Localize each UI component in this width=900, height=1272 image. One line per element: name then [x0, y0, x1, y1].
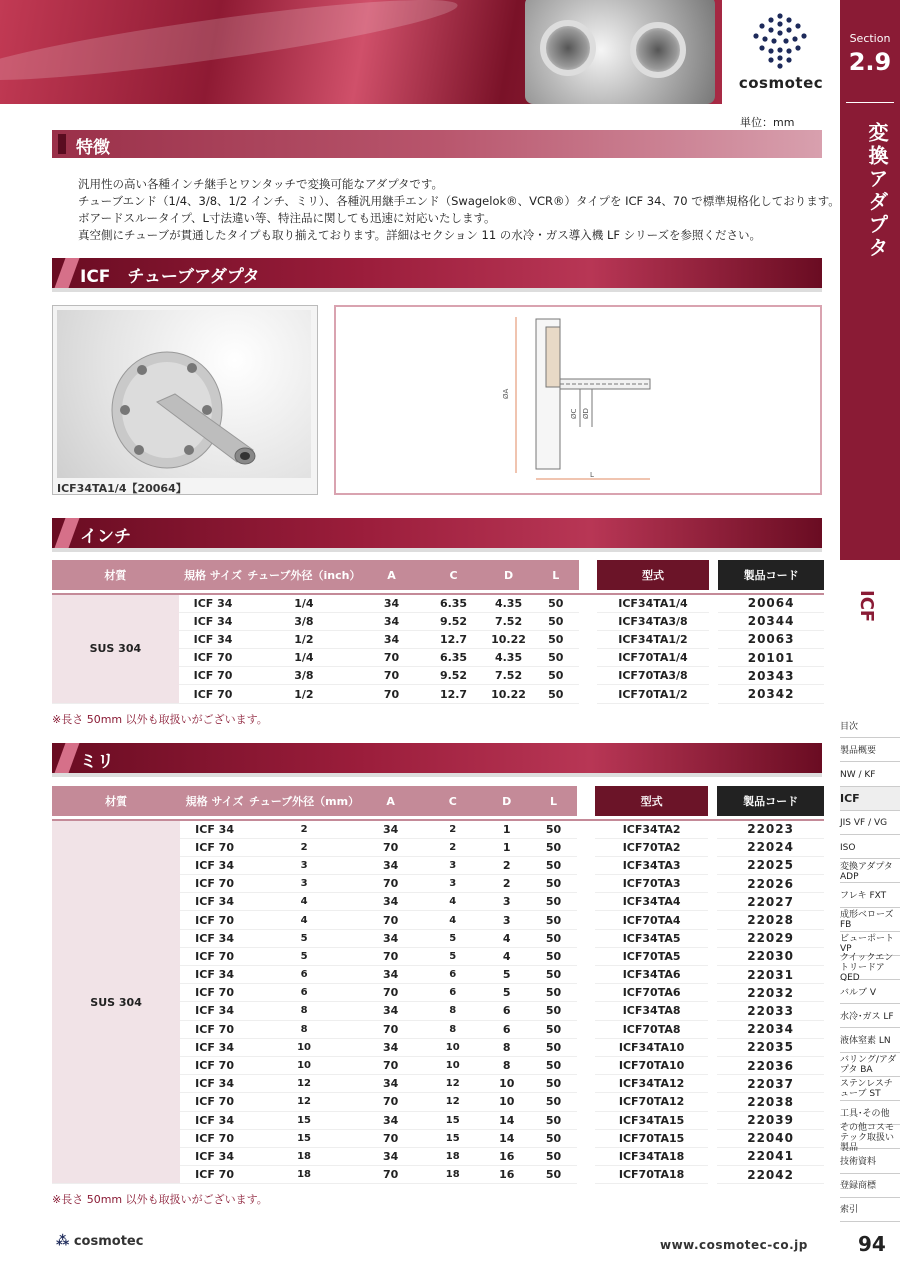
inch-title: インチ: [80, 527, 131, 547]
nav-item[interactable]: クイックエントリードア QED: [840, 956, 900, 980]
table-header-cell: 型式: [595, 786, 708, 816]
table-cell: 5: [483, 966, 530, 984]
footer-logo-icon: ⁂: [56, 1234, 70, 1249]
table-cell: 34: [360, 612, 422, 630]
table-cell: 1/2: [247, 630, 360, 648]
model-cell: ICF34TA10: [595, 1038, 708, 1056]
table-cell: 4: [483, 929, 530, 947]
nav-item[interactable]: ICF: [840, 787, 900, 811]
model-cell: ICF70TA8: [595, 1020, 708, 1038]
table-cell: 12: [249, 1075, 359, 1093]
model-cell: ICF34TA1/2: [597, 630, 710, 648]
table-header-cell: A: [359, 786, 422, 816]
feature-line: ボアードスルータイプ、L寸法違い等、特注品に関しても迅速に対応いたします。: [78, 211, 496, 225]
table-cell: 4.35: [484, 649, 532, 667]
mm-note: ※長さ 50mm 以外も取扱いがございます。: [52, 1193, 268, 1206]
model-cell: ICF34TA18: [595, 1147, 708, 1165]
table-cell: 50: [530, 966, 577, 984]
table-cell: 70: [359, 1093, 422, 1111]
model-cell: ICF34TA5: [595, 929, 708, 947]
table-cell: 50: [530, 838, 577, 856]
table-cell: 50: [530, 1075, 577, 1093]
dim-a-label: ØA: [502, 388, 510, 399]
material-cell: SUS 304: [52, 594, 179, 703]
product-title: ICF チューブアダプタ: [80, 267, 260, 287]
dimension-drawing: [334, 305, 822, 495]
table-cell: 8: [249, 1020, 359, 1038]
table-header-cell: チューブ外径（inch）: [247, 560, 360, 590]
nav-item[interactable]: フレキ FXT: [840, 883, 900, 907]
page-number: 94: [858, 1232, 886, 1256]
table-cell: 12: [249, 1093, 359, 1111]
model-cell: ICF70TA3/8: [597, 667, 710, 685]
table-cell: 50: [533, 649, 579, 667]
product-code-cell: 22033: [717, 1002, 824, 1020]
table-header-cell: C: [423, 560, 485, 590]
table-cell: 5: [483, 984, 530, 1002]
table-cell: 18: [249, 1147, 359, 1165]
model-cell: ICF70TA12: [595, 1093, 708, 1111]
table-cell: 10: [483, 1093, 530, 1111]
table-cell: ICF 34: [179, 630, 248, 648]
table-cell: 34: [360, 630, 422, 648]
table-cell: 50: [530, 929, 577, 947]
section-number: 2.9: [848, 48, 892, 76]
feature-line: 汎用性の高い各種インチ継手とワンタッチで変換可能なアダプタです。: [78, 177, 444, 191]
product-code-cell: 22024: [717, 838, 824, 856]
table-cell: 70: [359, 1056, 422, 1074]
table-cell: 50: [530, 1038, 577, 1056]
table-header-cell: 材質: [52, 786, 180, 816]
model-cell: ICF70TA2: [595, 838, 708, 856]
table-header-cell: チューブ外径（mm）: [249, 786, 359, 816]
nav-item[interactable]: 登録商標: [840, 1174, 900, 1198]
table-cell: 70: [359, 1166, 422, 1184]
table-cell: 34: [360, 594, 422, 612]
table-cell: ICF 70: [180, 838, 249, 856]
table-cell: 18: [249, 1166, 359, 1184]
table-cell: 50: [530, 1093, 577, 1111]
table-cell: 2: [249, 820, 359, 838]
table-header-cell: L: [530, 786, 577, 816]
mm-heading-bar: [52, 743, 822, 773]
table-cell: ICF 34: [180, 1002, 249, 1020]
brand-name: cosmotec: [738, 74, 824, 92]
table-cell: 5: [249, 929, 359, 947]
table-cell: 50: [530, 984, 577, 1002]
unit-label: 単位：mm: [740, 116, 795, 129]
table-cell: 3: [249, 875, 359, 893]
model-cell: ICF34TA12: [595, 1075, 708, 1093]
table-cell: 1/4: [247, 594, 360, 612]
product-code-cell: 22036: [717, 1056, 824, 1074]
table-cell: 70: [360, 685, 422, 703]
table-cell: 10: [422, 1038, 483, 1056]
table-cell: 2: [249, 838, 359, 856]
table-cell: 50: [530, 1166, 577, 1184]
product-code-cell: 22029: [717, 929, 824, 947]
table-cell: 6.35: [423, 649, 485, 667]
inch-spec-table: [52, 560, 824, 704]
mm-spec-table: [52, 786, 824, 1184]
feature-line: 真空側にチューブが貫通したタイプも取り揃えております。詳細はセクション 11 の水冷・ガス導入機 LF シリーズを参照ください。: [78, 228, 762, 242]
model-cell: ICF70TA18: [595, 1166, 708, 1184]
model-cell: ICF70TA15: [595, 1129, 708, 1147]
model-cell: ICF34TA3: [595, 856, 708, 874]
table-cell: 1: [483, 838, 530, 856]
table-cell: 18: [422, 1147, 483, 1165]
table-cell: 10: [249, 1056, 359, 1074]
table-header-row: [52, 560, 824, 590]
table-cell: 5: [422, 929, 483, 947]
table-cell: 1/4: [247, 649, 360, 667]
table-cell: 70: [359, 875, 422, 893]
table-cell: 10: [483, 1075, 530, 1093]
product-heading-bar: [52, 258, 822, 288]
table-cell: 1: [483, 820, 530, 838]
product-code-cell: 22025: [717, 856, 824, 874]
nav-item[interactable]: ステンレスチューブ ST: [840, 1077, 900, 1101]
table-cell: 4: [249, 911, 359, 929]
nav-item[interactable]: バリング/アダプタ BA: [840, 1053, 900, 1077]
product-code-cell: 22039: [717, 1111, 824, 1129]
table-cell: ICF 70: [180, 1020, 249, 1038]
table-header-cell: L: [533, 560, 579, 590]
table-cell: 50: [533, 612, 579, 630]
table-cell: 2: [422, 838, 483, 856]
model-cell: ICF34TA1/4: [597, 594, 710, 612]
model-cell: ICF34TA3/8: [597, 612, 710, 630]
table-cell: 16: [483, 1166, 530, 1184]
table-cell: 70: [359, 984, 422, 1002]
table-cell: 18: [422, 1166, 483, 1184]
product-code-cell: 22027: [717, 893, 824, 911]
product-code-cell: 22040: [717, 1129, 824, 1147]
table-cell: 12: [422, 1093, 483, 1111]
table-cell: ICF 34: [179, 594, 248, 612]
table-cell: ICF 70: [179, 667, 248, 685]
table-row: [52, 820, 824, 838]
table-cell: 2: [422, 820, 483, 838]
table-cell: 50: [530, 1147, 577, 1165]
table-cell: 34: [359, 1075, 422, 1093]
inch-note: ※長さ 50mm 以外も取扱いがございます。: [52, 713, 268, 726]
table-cell: 8: [483, 1038, 530, 1056]
table-cell: ICF 34: [180, 856, 249, 874]
table-header-cell: 型式: [597, 560, 710, 590]
table-cell: 8: [422, 1002, 483, 1020]
table-cell: 34: [359, 856, 422, 874]
dim-d-label: ØD: [582, 408, 590, 419]
table-cell: ICF 34: [179, 612, 248, 630]
product-code-cell: 20342: [718, 685, 824, 703]
nav-item[interactable]: 変換アダプタ ADP: [840, 859, 900, 883]
table-header-cell: 材質: [52, 560, 179, 590]
table-cell: ICF 70: [180, 947, 249, 965]
table-cell: ICF 70: [179, 649, 248, 667]
table-cell: 70: [359, 947, 422, 965]
brand-logo: [724, 0, 836, 104]
table-cell: 10.22: [484, 685, 532, 703]
model-cell: ICF70TA1/4: [597, 649, 710, 667]
model-cell: ICF34TA15: [595, 1111, 708, 1129]
table-cell: 7.52: [484, 612, 532, 630]
table-cell: 50: [530, 1056, 577, 1074]
table-cell: ICF 70: [180, 911, 249, 929]
model-cell: ICF70TA6: [595, 984, 708, 1002]
product-code-cell: 22023: [717, 820, 824, 838]
table-header-cell: 規格 サイズ: [179, 560, 248, 590]
table-cell: 70: [360, 667, 422, 685]
table-cell: 15: [422, 1111, 483, 1129]
table-cell: 1/2: [247, 685, 360, 703]
table-cell: ICF 34: [180, 1147, 249, 1165]
table-cell: 50: [530, 875, 577, 893]
model-cell: ICF34TA4: [595, 893, 708, 911]
table-cell: ICF 70: [180, 1056, 249, 1074]
table-cell: 3/8: [247, 612, 360, 630]
table-cell: 34: [359, 893, 422, 911]
section-label: Section: [849, 32, 891, 45]
table-cell: ICF 70: [180, 1166, 249, 1184]
nav-item[interactable]: ISO: [840, 835, 900, 859]
product-code-cell: 22031: [717, 966, 824, 984]
table-cell: 14: [483, 1129, 530, 1147]
product-code-cell: 20344: [718, 612, 824, 630]
table-cell: 3: [483, 893, 530, 911]
model-cell: ICF34TA8: [595, 1002, 708, 1020]
nav-item[interactable]: 工具･その他: [840, 1101, 900, 1125]
product-code-cell: 22026: [717, 875, 824, 893]
product-code-cell: 22028: [717, 911, 824, 929]
table-cell: 50: [533, 594, 579, 612]
nav-item[interactable]: 技術資料: [840, 1149, 900, 1173]
table-cell: 50: [533, 685, 579, 703]
dim-c-label: ØC: [570, 408, 578, 419]
table-cell: 50: [530, 947, 577, 965]
table-cell: ICF 34: [180, 1038, 249, 1056]
product-code-cell: 22042: [717, 1166, 824, 1184]
nav-item[interactable]: その他コスモテック取扱い製品: [840, 1125, 900, 1149]
table-row: [52, 594, 824, 612]
table-cell: 3/8: [247, 667, 360, 685]
nav-item[interactable]: 水冷･ガス LF: [840, 1004, 900, 1028]
footer-logo: [56, 1234, 143, 1249]
table-cell: 12.7: [423, 630, 485, 648]
table-cell: ICF 34: [180, 966, 249, 984]
logo-dots-icon: [750, 12, 810, 70]
table-cell: 34: [359, 1002, 422, 1020]
product-code-cell: 22030: [717, 947, 824, 965]
model-cell: ICF70TA10: [595, 1056, 708, 1074]
table-cell: 70: [359, 911, 422, 929]
table-cell: 3: [422, 856, 483, 874]
table-cell: 10.22: [484, 630, 532, 648]
table-cell: 3: [422, 875, 483, 893]
table-header-cell: C: [422, 786, 483, 816]
nav-item[interactable]: 製品概要: [840, 738, 900, 762]
table-cell: 70: [359, 838, 422, 856]
table-cell: 6: [422, 966, 483, 984]
table-cell: ICF 34: [180, 929, 249, 947]
photo-caption: ICF34TA1/4【20064】: [57, 482, 187, 495]
table-cell: 50: [530, 893, 577, 911]
table-cell: 6: [422, 984, 483, 1002]
table-cell: 14: [483, 1111, 530, 1129]
nav-item[interactable]: 液体窒素 LN: [840, 1028, 900, 1052]
table-cell: 8: [483, 1056, 530, 1074]
feature-line: チューブエンド（1/4、3/8、1/2 インチ、ミリ）、各種汎用継手エンド（Swagelok®、VCR®）タイプを ICF 34、70 で標準規格化しております。: [78, 194, 840, 208]
material-cell: SUS 304: [52, 820, 180, 1184]
model-cell: ICF70TA4: [595, 911, 708, 929]
product-code-cell: 22038: [717, 1093, 824, 1111]
model-cell: ICF70TA3: [595, 875, 708, 893]
table-cell: ICF 34: [180, 1075, 249, 1093]
table-cell: 5: [422, 947, 483, 965]
nav-item[interactable]: 成形ベローズ FB: [840, 908, 900, 932]
product-code-cell: 22037: [717, 1075, 824, 1093]
table-cell: ICF 70: [180, 1129, 249, 1147]
table-cell: 3: [249, 856, 359, 874]
features-heading-bar: [52, 130, 822, 158]
table-cell: 6: [249, 984, 359, 1002]
table-cell: 34: [359, 966, 422, 984]
table-cell: 50: [533, 667, 579, 685]
product-code-cell: 22041: [717, 1147, 824, 1165]
table-cell: 4.35: [484, 594, 532, 612]
nav-item[interactable]: 目次: [840, 714, 900, 738]
table-header-row: [52, 786, 824, 816]
table-cell: 50: [530, 1111, 577, 1129]
table-cell: 50: [533, 630, 579, 648]
table-cell: ICF 70: [180, 875, 249, 893]
table-cell: 2: [483, 875, 530, 893]
model-cell: ICF34TA2: [595, 820, 708, 838]
product-code-cell: 20101: [718, 649, 824, 667]
table-cell: 34: [359, 1147, 422, 1165]
section-nav: [840, 714, 900, 1222]
table-cell: 70: [359, 1020, 422, 1038]
table-cell: 15: [249, 1129, 359, 1147]
table-cell: 50: [530, 856, 577, 874]
table-header-cell: 規格 サイズ: [180, 786, 249, 816]
table-cell: ICF 70: [179, 685, 248, 703]
table-header-cell: D: [484, 560, 532, 590]
footer-url[interactable]: www.cosmotec-co.jp: [660, 1238, 808, 1252]
table-cell: ICF 70: [180, 984, 249, 1002]
dim-l-label: L: [590, 471, 594, 479]
table-cell: 15: [422, 1129, 483, 1147]
nav-item[interactable]: NW / KF: [840, 762, 900, 786]
table-cell: 34: [359, 820, 422, 838]
table-cell: 3: [483, 911, 530, 929]
table-cell: 10: [422, 1056, 483, 1074]
table-cell: 6.35: [423, 594, 485, 612]
section-side-tab: [840, 0, 900, 560]
table-cell: 16: [483, 1147, 530, 1165]
table-cell: 50: [530, 820, 577, 838]
table-cell: 5: [249, 947, 359, 965]
side-icf-label: ICF: [856, 590, 877, 623]
table-cell: 15: [249, 1111, 359, 1129]
table-header-cell: D: [483, 786, 530, 816]
table-cell: 4: [422, 911, 483, 929]
table-cell: 12.7: [423, 685, 485, 703]
model-cell: ICF34TA6: [595, 966, 708, 984]
table-cell: 34: [359, 1111, 422, 1129]
product-code-cell: 20063: [718, 630, 824, 648]
table-cell: 9.52: [423, 667, 485, 685]
section-title: 変換アダプタ: [865, 122, 889, 260]
features-title: 特徴: [76, 138, 110, 158]
table-cell: 10: [249, 1038, 359, 1056]
model-cell: ICF70TA5: [595, 947, 708, 965]
tube-adapter-image: [57, 310, 311, 478]
table-cell: 2: [483, 856, 530, 874]
product-photo: [52, 305, 318, 495]
product-code-cell: 22034: [717, 1020, 824, 1038]
table-cell: 8: [422, 1020, 483, 1038]
table-cell: 50: [530, 911, 577, 929]
table-cell: 50: [530, 1002, 577, 1020]
product-code-cell: 22035: [717, 1038, 824, 1056]
table-cell: 4: [483, 947, 530, 965]
table-header-cell: A: [360, 560, 422, 590]
hero-banner: [0, 0, 722, 104]
table-cell: ICF 34: [180, 893, 249, 911]
product-code-cell: 20064: [718, 594, 824, 612]
table-cell: 12: [422, 1075, 483, 1093]
model-cell: ICF70TA1/2: [597, 685, 710, 703]
table-cell: 4: [422, 893, 483, 911]
table-cell: 9.52: [423, 612, 485, 630]
nav-item[interactable]: バルブ V: [840, 980, 900, 1004]
inch-heading-bar: [52, 518, 822, 548]
features-text: [78, 176, 840, 244]
table-cell: 6: [483, 1002, 530, 1020]
table-header-cell: 製品コード: [718, 560, 824, 590]
table-cell: 50: [530, 1129, 577, 1147]
product-code-cell: 22032: [717, 984, 824, 1002]
table-header-cell: 製品コード: [717, 786, 824, 816]
table-cell: 34: [359, 1038, 422, 1056]
table-cell: 8: [249, 1002, 359, 1020]
table-cell: 7.52: [484, 667, 532, 685]
nav-item[interactable]: JIS VF / VG: [840, 811, 900, 835]
table-cell: ICF 34: [180, 1111, 249, 1129]
table-cell: 50: [530, 1020, 577, 1038]
nav-item[interactable]: ビューポート VP: [840, 932, 900, 956]
table-cell: 6: [483, 1020, 530, 1038]
table-cell: ICF 70: [180, 1093, 249, 1111]
table-cell: 70: [360, 649, 422, 667]
table-cell: 70: [359, 1129, 422, 1147]
footer-brand: cosmotec: [73, 1234, 144, 1249]
nav-item[interactable]: 索引: [840, 1198, 900, 1222]
table-cell: 6: [249, 966, 359, 984]
table-cell: 4: [249, 893, 359, 911]
table-cell: ICF 34: [180, 820, 249, 838]
table-cell: 34: [359, 929, 422, 947]
mm-title: ミリ: [80, 752, 114, 772]
product-code-cell: 20343: [718, 667, 824, 685]
